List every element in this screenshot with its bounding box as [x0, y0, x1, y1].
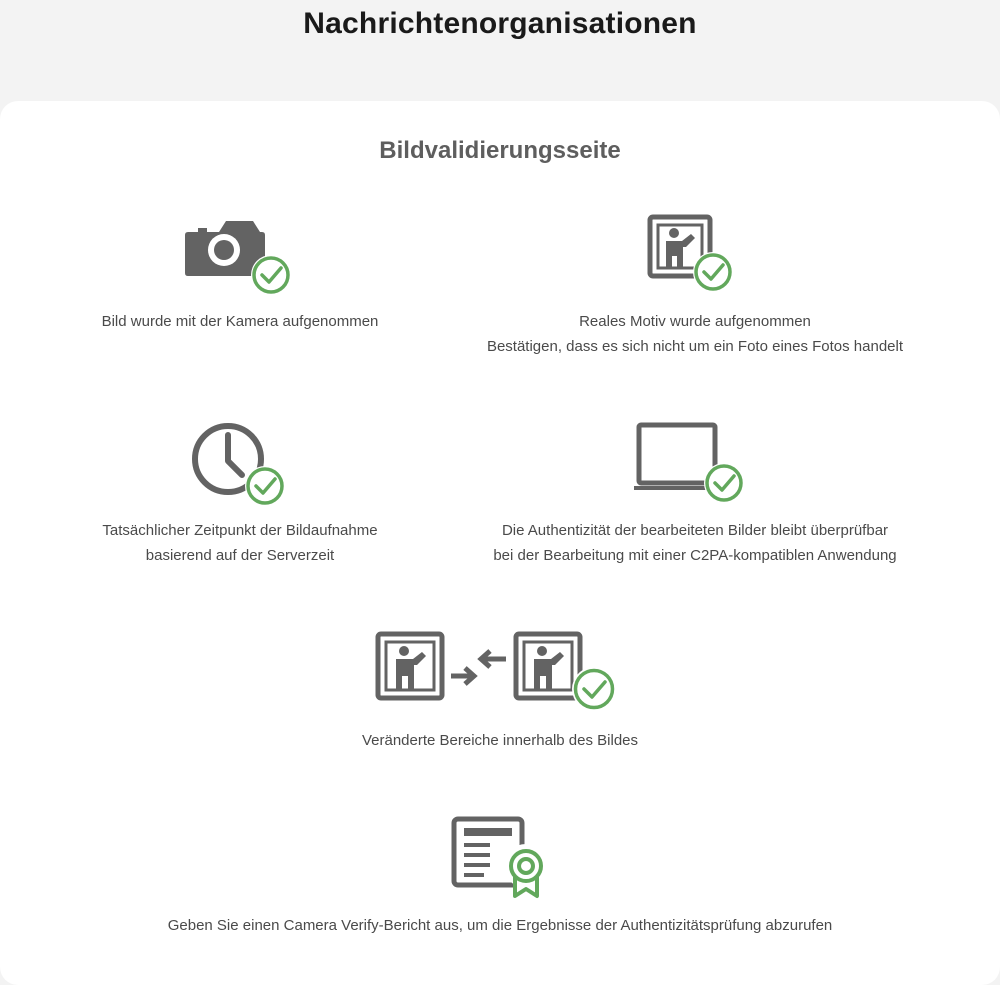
feature-report-text — [100, 913, 900, 938]
feature-changed-areas-line-1: Veränderte Bereiche innerhalb des Bildes — [361, 732, 638, 749]
page-title: Nachrichtenorganisationen — [303, 7, 697, 40]
feature-report — [100, 813, 900, 943]
laptop-check-icon — [633, 420, 763, 510]
section-title: Bildvalidierungsseite — [379, 137, 621, 164]
feature-camera — [40, 211, 440, 361]
feature-camera-line-1: Bild wurde mit der Kamera aufgenommen — [101, 313, 379, 330]
feature-camera-text — [40, 309, 440, 334]
camera-check-icon — [184, 216, 294, 296]
feature-changed-areas — [250, 628, 750, 758]
feature-real-subject-line-1: Reales Motiv wurde aufgenommen — [579, 313, 811, 330]
person-photo-check-icon — [647, 214, 757, 304]
feature-changed-areas-text — [250, 728, 750, 753]
feature-real-subject — [460, 211, 930, 371]
feature-real-subject-line-2: Bestätigen, dass es sich nicht um ein Foto eines Fotos handelt — [486, 338, 904, 355]
feature-authenticity — [460, 419, 930, 579]
page-header — [0, 0, 1000, 100]
feature-authenticity-text — [460, 518, 930, 568]
certificate-report-icon — [451, 814, 551, 904]
feature-real-subject-text — [460, 309, 930, 359]
compare-photos-check-icon — [375, 629, 635, 719]
feature-authenticity-line-1: Die Authentizität der bearbeiteten Bilder bleibt überprüfbar — [501, 522, 889, 539]
feature-time-text — [40, 518, 440, 568]
feature-time-line-2: basierend auf der Serverzeit — [145, 547, 335, 564]
feature-report-line-1: Geben Sie einen Camera Verify-Bericht aus, um die Ergebnisse der Authentizitätsprüfung abzurufen — [167, 917, 833, 934]
validation-card — [0, 101, 1000, 985]
clock-check-icon — [189, 420, 299, 510]
feature-time — [40, 419, 440, 579]
feature-time-line-1: Tatsächlicher Zeitpunkt der Bildaufnahme — [102, 522, 378, 539]
feature-authenticity-line-2: bei der Bearbeitung mit einer C2PA-kompatiblen Anwendung — [493, 547, 897, 564]
